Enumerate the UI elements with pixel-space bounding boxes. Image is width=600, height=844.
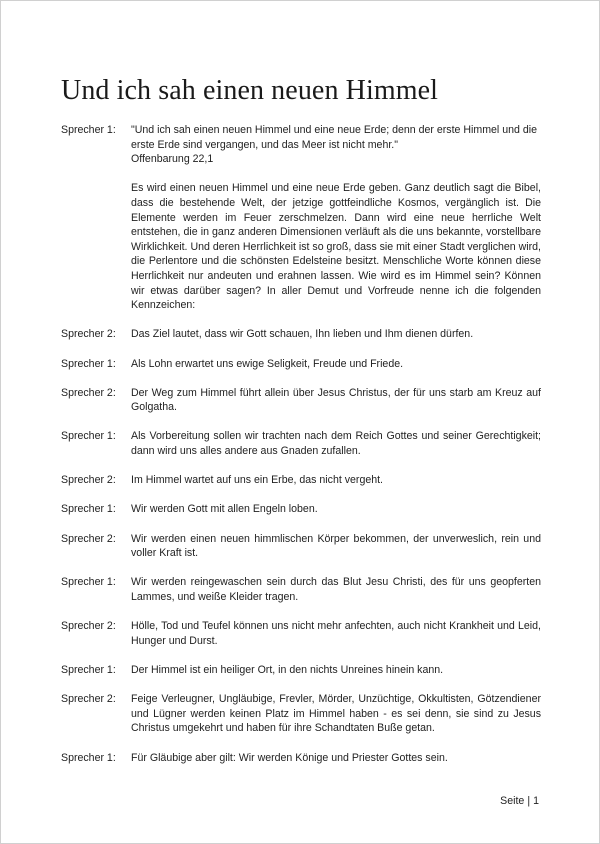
dialogue-entry <box>61 327 541 342</box>
speaker-label: Sprecher 1: <box>61 576 116 589</box>
entry-text: Der Himmel ist ein heiliger Ort, in den nichts Unreines hinein kann. <box>131 663 444 676</box>
dialogue-entry <box>61 663 541 678</box>
entry-text: Hölle, Tod und Teufel können uns nicht mehr anfechten, auch nicht Krankheit und Leid, Hunger und Durst. <box>131 620 541 647</box>
speaker-label: Sprecher 1: <box>61 663 116 676</box>
speaker-label: Sprecher 2: <box>61 620 116 633</box>
page-title: Und ich sah einen neuen Himmel <box>61 75 439 106</box>
entry-text: Wir werden reingewaschen sein durch das Blut Jesu Christi, des für uns geopferten Lammes, und weiße Kleider tragen. <box>131 576 541 603</box>
entry-text: Wir werden einen neuen himmlischen Körper bekommen, der unverweslich, rein und voller Kraft ist. <box>131 532 541 560</box>
page-footer <box>500 795 539 807</box>
dialogue-entry <box>61 123 541 313</box>
bible-reference: Offenbarung 22,1 <box>131 153 214 166</box>
page-label: Seite <box>500 795 525 807</box>
quote-block <box>131 123 541 167</box>
dialogue-entry <box>61 532 541 561</box>
entry-text: Im Himmel wartet auf uns ein Erbe, das nicht vergeht. <box>131 474 384 487</box>
intro-paragraph: Es wird einen neuen Himmel und eine neue Erde geben. Ganz deutlich sagt die Bibel, dass die bestehende Welt, der jetzige gottfeindliche Kosmos, vergänglich ist. Die Elemente werden im Feuer zerschmelzen. Dann wird eine neue herrliche Welt entstehen, die in ganz anderen Dimensionen verläuft als die uns bekannte, vorstellbare Wirklichkeit. Und deren Herrlichkeit ist so groß, dass sie mit einer Stadt verglichen wird, die Perlentore und die schönsten Edelsteine besitzt. Menschliche Worte können diese Herrlichkeit nur andeuten und erahnen lassen. Wie wird es im Himmel sein? Können wir etwas darüber sagen? In aller Demut und Vorfreude nenne ich die folgenden Kennzeichen: <box>131 182 541 312</box>
dialogue-entry <box>61 575 541 604</box>
entry-text: Für Gläubige aber gilt: Wir werden Könige und Priester Gottes sein. <box>131 751 448 764</box>
speaker-label: Sprecher 2: <box>61 693 116 706</box>
entry-text: Feige Verleugner, Ungläubige, Frevler, Mörder, Unzüchtige, Okkultisten, Götzendiener und Lügner werden keinen Platz im Himmel haben - es sei denn, sie sind zu Jesus Christus umgekehrt und haben für ihre Schandtaten Buße getan. <box>131 693 541 735</box>
page-number: 1 <box>533 795 539 807</box>
entry-text: Als Lohn erwartet uns ewige Seligkeit, Freude und Friede. <box>131 357 404 370</box>
entry-text: Als Vorbereitung sollen wir trachten nach dem Reich Gottes und seiner Gerechtigkeit; dann wird uns alles andere aus Gnaden zufallen. <box>131 430 541 458</box>
dialogue-entry <box>61 386 541 415</box>
bible-quote: "Und ich sah einen neuen Himmel und eine neue Erde; denn der erste Himmel und die erste Erde sind vergangen, und das Meer ist nicht mehr." <box>131 124 537 151</box>
speaker-label: Sprecher 1: <box>61 751 116 764</box>
page-separator: | <box>527 795 531 807</box>
entry-text <box>131 123 541 313</box>
speaker-label: Sprecher 1: <box>61 430 116 443</box>
dialogue-entry <box>61 429 541 458</box>
speaker-label: Sprecher 1: <box>61 503 116 516</box>
entry-text: Wir werden Gott mit allen Engeln loben. <box>131 503 318 516</box>
speaker-label: Sprecher 2: <box>61 328 116 341</box>
dialogue-entry <box>61 357 541 372</box>
dialogue-entry <box>61 692 541 736</box>
speaker-label: Sprecher 1: <box>61 124 116 136</box>
dialogue-entry <box>61 619 541 648</box>
speaker-label: Sprecher 2: <box>61 386 116 399</box>
dialogue-body <box>61 123 541 780</box>
speaker-label: Sprecher 1: <box>61 357 116 370</box>
entry-text: Das Ziel lautet, dass wir Gott schauen, Ihn lieben und Ihm dienen dürfen. <box>131 328 474 341</box>
dialogue-entry <box>61 473 541 488</box>
entry-text: Der Weg zum Himmel führt allein über Jesus Christus, der für uns starb am Kreuz auf Golgatha. <box>131 386 541 414</box>
speaker-label: Sprecher 2: <box>61 532 116 545</box>
speaker-label: Sprecher 2: <box>61 474 116 487</box>
dialogue-entry <box>61 751 541 766</box>
dialogue-entry <box>61 502 541 517</box>
